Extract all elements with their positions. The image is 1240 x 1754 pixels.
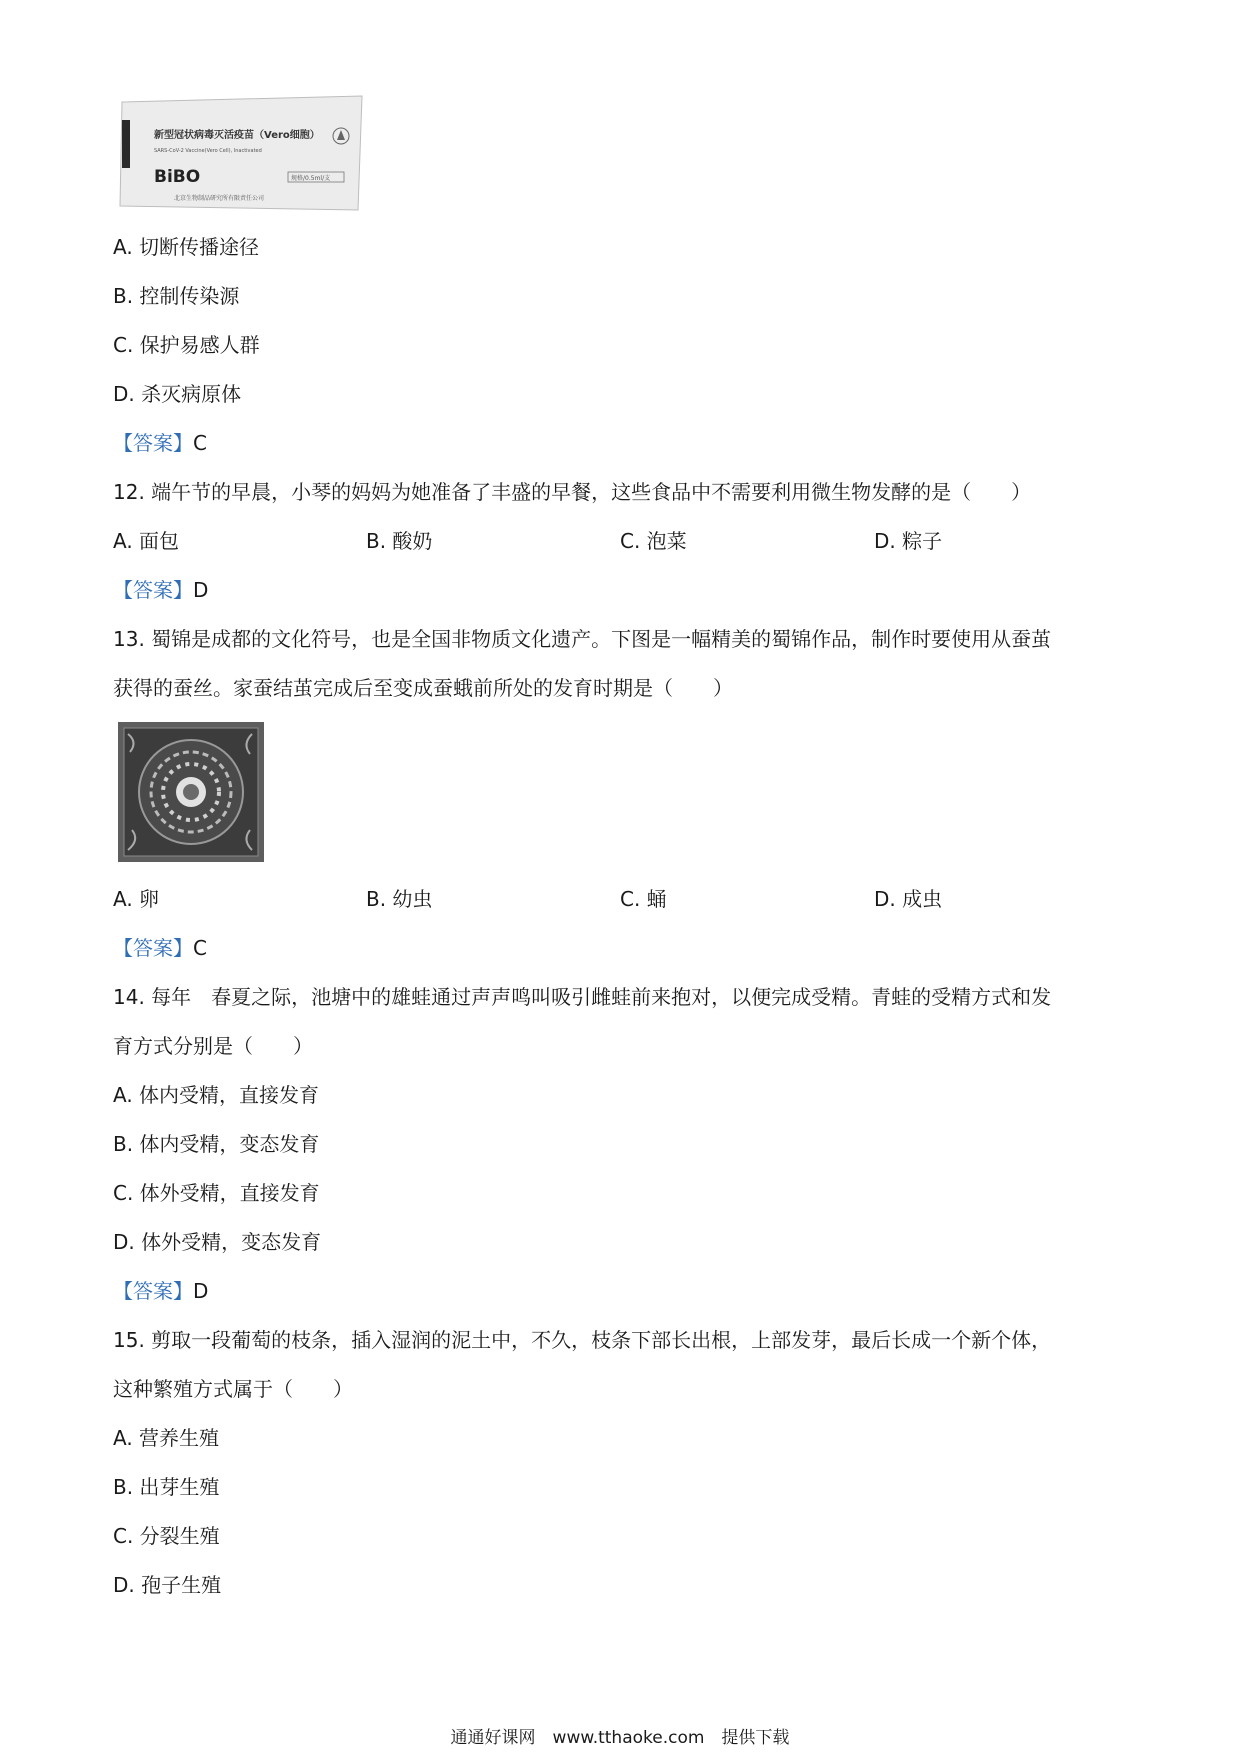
vaccine-spec-label: 规格/0.5ml/支: [291, 175, 331, 182]
answer-value: D: [193, 578, 209, 602]
q12-option-d[interactable]: D. 粽子: [874, 529, 943, 553]
q12-stem: 12. 端午节的早晨，小琴的妈妈为她准备了丰盛的早餐，这些食品中不需要利用微生物发酵的是（ ）: [113, 480, 1032, 504]
q13-option-a[interactable]: A. 卵: [113, 887, 160, 911]
page-footer[interactable]: 通通好课网 www.tthaoke.com 提供下载: [450, 1728, 790, 1748]
q14-stem-line2: 育方式分别是（ ）: [113, 1034, 313, 1058]
q13-option-d[interactable]: D. 成虫: [874, 887, 943, 911]
brocade-drawing: [118, 722, 264, 862]
vaccine-box-image: [118, 92, 368, 214]
vaccine-sub-label: SARS-CoV-2 Vaccine(Vero Cell), Inactivated: [154, 148, 262, 154]
vaccine-box-drawing: [118, 92, 368, 214]
q15-option-d[interactable]: D. 孢子生殖: [113, 1573, 222, 1597]
q14-option-d[interactable]: D. 体外受精，变态发育: [113, 1230, 322, 1254]
answer-value: C: [193, 431, 207, 455]
q15-stem-line1: 15. 剪取一段葡萄的枝条，插入湿润的泥土中，不久，枝条下部长出根，上部发芽，最后长成一个新个体，: [113, 1328, 1052, 1352]
q14-option-b[interactable]: B. 体内受精，变态发育: [113, 1132, 320, 1156]
shu-brocade-image: [118, 722, 264, 862]
q12-option-a[interactable]: A. 面包: [113, 529, 180, 553]
answer-label: 【答案】: [113, 1279, 193, 1303]
q14-answer: [113, 1277, 208, 1305]
answer-label: 【答案】: [113, 936, 193, 960]
q15-option-a[interactable]: A. 营养生殖: [113, 1426, 220, 1450]
q13-stem-line1: 13. 蜀锦是成都的文化符号，也是全国非物质文化遗产。下图是一幅精美的蜀锦作品，制作时要使用从蚕茧: [113, 627, 1052, 651]
vaccine-brand: BiBO: [154, 167, 201, 187]
q12-answer: [113, 576, 208, 604]
answer-value: D: [193, 1279, 209, 1303]
q11-option-a[interactable]: A. 切断传播途径: [113, 235, 260, 259]
q11-answer: [113, 429, 207, 457]
q13-stem-line2: 获得的蚕丝。家蚕结茧完成后至变成蚕蛾前所处的发育时期是（ ）: [113, 676, 733, 700]
q13-answer: [113, 934, 207, 962]
q13-option-b[interactable]: B. 幼虫: [366, 887, 433, 911]
q15-option-b[interactable]: B. 出芽生殖: [113, 1475, 220, 1499]
q12-option-c[interactable]: C. 泡菜: [620, 529, 687, 553]
q11-option-b[interactable]: B. 控制传染源: [113, 284, 240, 308]
q14-stem-line1: 14. 每年 春夏之际，池塘中的雄蛙通过声声鸣叫吸引雌蛙前来抱对，以便完成受精。青蛙的受精方式和发: [113, 985, 1052, 1009]
q14-option-a[interactable]: A. 体内受精，直接发育: [113, 1083, 320, 1107]
answer-value: C: [193, 936, 207, 960]
q11-option-c[interactable]: C. 保护易感人群: [113, 333, 260, 357]
q14-option-c[interactable]: C. 体外受精，直接发育: [113, 1181, 320, 1205]
vaccine-maker-label: 北京生物制品研究所有限责任公司: [174, 195, 265, 202]
answer-label: 【答案】: [113, 578, 193, 602]
q11-option-d[interactable]: D. 杀灭病原体: [113, 382, 242, 406]
q13-option-c[interactable]: C. 蛹: [620, 887, 667, 911]
vaccine-main-label: 新型冠状病毒灭活疫苗（Vero细胞）: [154, 130, 320, 141]
answer-label: 【答案】: [113, 431, 193, 455]
q15-option-c[interactable]: C. 分裂生殖: [113, 1524, 220, 1548]
q15-stem-line2: 这种繁殖方式属于（ ）: [113, 1377, 353, 1401]
q12-option-b[interactable]: B. 酸奶: [366, 529, 433, 553]
